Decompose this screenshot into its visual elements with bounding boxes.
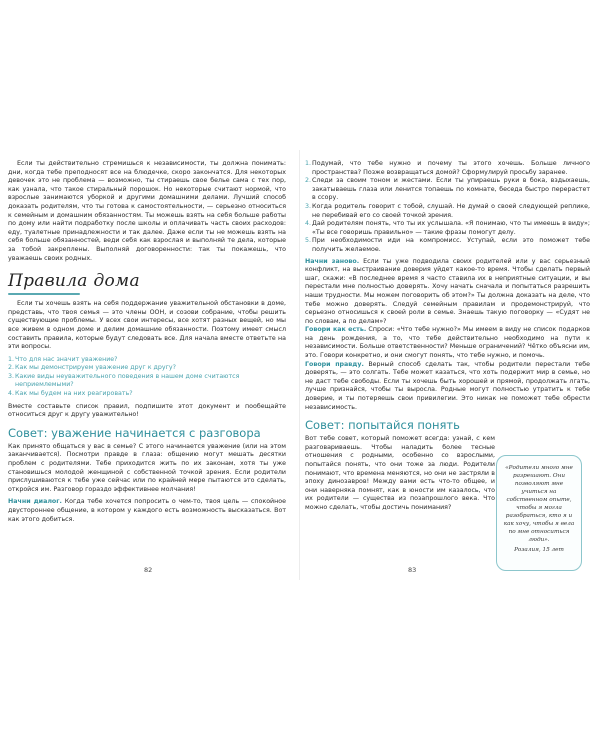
list-item: 3. Когда родитель говорит с тобой, слушай. Не думай о своей следующей реплике, не перебивай его со своей точкой зрения. [305, 202, 590, 219]
truth-paragraph: Говори правду. Верный способ сделать так, чтобы родители перестали тебе доверять, — это солгать. Тебе может казаться, что хоть подержит мир в семье, но не даст тебе свободы. Если ты хочешь быть хорошей и прямой, продолжать лгать, лучше признайся, чтобы ты выросла. Родные могут полностью утратить к тебе доверие, и ты потеряешь свои привилегии. Это никак не поможет тебе обрести независимость. [305, 360, 590, 411]
page-number-right: 83 [408, 566, 417, 574]
quote-author: Розалия, 15 лет [514, 547, 564, 553]
list-item: 5. При необходимости иди на компромисс. Уступай, если это поможет тебе получить желаемое. [305, 237, 590, 253]
restart-label: Начни заново. [305, 257, 360, 265]
questions-list [8, 356, 286, 399]
list-item: 2. Как мы демонстрируем уважение друг к другу? [8, 364, 176, 372]
intro-paragraph: Если ты действительно стремишься к независимости, ты должна понимать: дни, когда тебе преподносят все на блюдечке, скоро закончатся. Для некоторых девочек это не проблема — возможно, ты стираешь свое белье сама с тех пор, как узнала, что такое стиральный порошок. Но некоторые считают нормой, что взрослые занимаются уборкой и другими домашними делами. Лучший способ доказать родителям, что ты готова к самостоятельности, — серьезно относиться к семейным и домашним обязанностям. Ты можешь взять на себя больше работы по дому или найти подработку после школы и оплачивать часть своих расходов: еду, туалетные принадлежности и так далее. Даже если ты не можешь взять на себя больше обязанностей, веди себя как взрослая и выполняй те дела, которые за тобой закреплены. Выполняй договоренности: так ты покажешь, что уважаешь своих родных. [8, 160, 286, 262]
needs-paragraph: Говори как есть. Спроси: «Что тебе нужно?» Мы имеем в виду не список подарков на день рождения, а то, что тебе действительно необходимо на пути к независимости. Больше ответственности? Меньше ограничений? Чётко объясни им, это. Говори конкретно, и они смогут понять, что тебе нужно, и помочь. [305, 326, 590, 360]
restart-paragraph: Начни заново. Если ты уже подводила своих родителей или у вас серьезный конфликт, на выстраивание доверия уйдет какое-то время. Чтобы сделать первый шаг, скажи: «В последнее время я часто ставила их в неприятные ситуации, и вы перестали мне полностью доверять. Хочу начать сначала и попытаться разрешить наши трудности. Мы можем поговорить об этом?» Ты должна доказать на деле, что тебе можно доверять. Следуй семейным правилам и продемонстрируй, что серьезно относишься к своей роли в семье. Знаешь такую поговорку — «Судят не по словам, а по делам»? [305, 257, 591, 325]
after-questions-paragraph: Вместе составьте список правил, подпишите этот документ и пообещайте относиться друг к другу уважительно! [8, 402, 286, 419]
left-page [8, 160, 286, 524]
list-item: 3. Какие виды неуважительного поведения в нашем доме считаются неприемлемыми? [8, 372, 240, 389]
needs-label: Говори как есть. [305, 326, 367, 334]
tip-heading: Совет: уважение начинается с разговора [8, 425, 261, 440]
quote-callout [496, 455, 582, 571]
rules-paragraph: Если ты хочешь взять на себя поддержание уважительной обстановки в доме, представь, что твоя семья — это члены ООН, и созови собрание, чтобы решить существующие проблемы. У всех свои интересы, все хотят разных вещей, но мы все живем в одном доме и делим домашние обязанности. Поэтому имеет смысл составить правила, которые будут следовать все. Для начала вместе ответьте на эти вопросы. [8, 300, 286, 351]
page-gutter [299, 150, 300, 580]
start-dialog-paragraph: Начни диалог. Когда тебе хочется попросить о чем-то, твоя цель — спокойное двустороннее общение, в котором у каждого есть возможность высказаться. Вот как этого добиться. [8, 498, 286, 523]
tip-paragraph: Как принято общаться у вас в семье? С этого начинается уважение (или на этом заканчивается). Посмотри правде в глаза: общению могут мешать десятки проблем с родителями. Тебе приходится жить по их законам, хотя ты уже становишься молодой женщиной с собственной точкой зрения. Если родители прислушиваются к тебе уже сейчас или по крайней мере пытаются это сделать, откройся им. Разговор гораздо эффективнее молчания! [8, 442, 286, 493]
title-underline [8, 293, 80, 295]
list-item: 4. Как мы будем на них реагировать? [8, 390, 133, 398]
quote-text: «Родители много мне разрешают. Они позволяют мне учиться на собственном опыте, чтобы я могла разобраться, кто я и как хочу, чтобы я вела по мне относиться люди». [503, 465, 575, 543]
steps-list [305, 160, 590, 255]
start-dialog-label: Начни диалог. [8, 498, 62, 506]
truth-label: Говори правду. [305, 360, 364, 368]
section-title: Правила дома [8, 271, 140, 292]
tip-paragraph: Вот тебе совет, который поможет всегда: узнай, с кем разговариваешь. Чтобы наладить более тесные отношения с родными, особенно со взрослыми, попытайся понять, что они тоже за люди. Родители понимают, что времена меняются, но они не застряли в эпоху динозавров! Между вами есть что-то общее, и они наверняка помнят, как в юности им казалось, что их родители — существа из позапрошлого века. Что можно сделать, чтобы достичь понимания? [305, 435, 495, 511]
list-item: 1. Подумай, что тебе нужно и почему ты этого хочешь. Больше личного пространства? Позже возвращаться домой? Сформулируй просьбу заранее. [305, 160, 590, 176]
page-number-left: 82 [144, 566, 153, 574]
list-item: 4. Дай родителям понять, что ты их услышала. «Я понимаю, что ты имеешь в виду»; «Ты все говоришь правильно» — такие фразы помогут делу. [305, 220, 590, 236]
tip-heading: Совет: попытайся понять [305, 418, 460, 433]
list-item: 2. Следи за своим тоном и жестами. Если ты упираешь руки в бока, вздыхаешь, закатываешь глаза или ленится топаешь по комнате, беседа быстро перерастет в ссору. [305, 177, 590, 202]
list-item: 1. Что для нас значит уважение? [8, 355, 118, 363]
